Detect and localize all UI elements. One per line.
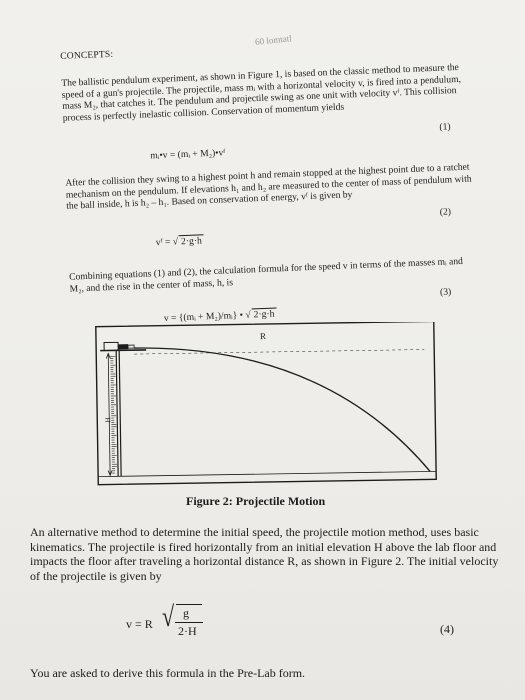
trajectory-curve xyxy=(134,343,430,476)
floor-line xyxy=(98,471,436,476)
equation-4-number: (4) xyxy=(440,622,454,636)
figure-caption: Figure 2: Projectile Motion xyxy=(186,494,326,508)
equation-1-number: (1) xyxy=(439,121,451,133)
equation-2-number: (2) xyxy=(439,206,452,218)
footer-note: You are asked to derive this formula in the Pre-Lab form. xyxy=(30,666,306,680)
concepts-heading: CONCEPTS: xyxy=(60,49,114,62)
sqrt-symbol: √ xyxy=(162,600,175,633)
equation-3-number: (3) xyxy=(439,286,452,298)
equation-2 xyxy=(156,234,205,249)
equation-1: mᵢ•v = (mᵢ + M₂)•vᶠ xyxy=(150,147,226,162)
paragraph-collision: After the collision they swing to a highest point h and remain stopped at the highest point due to a ratchet mechanism on the pendulum. If elevations h₁ and h₂ are measured to the center of mass of pendulum with the ball inside, h is h₂ – h₁. Based on conservation of energy, vᶠ is given by xyxy=(65,161,472,212)
equation-2-lhs: vᶠ = xyxy=(155,236,171,249)
fraction-bar xyxy=(175,622,203,623)
sqrt-symbol: √ xyxy=(172,236,179,248)
equation-4-numerator: g xyxy=(183,606,189,620)
paragraph-ballistic-pendulum: The ballistic pendulum experiment, as shown in Figure 1, is based on the classic method to measure the speed of a gun's projectile. The projectile, mass mᵢ with a horizontal velocity v, is fired into a pendulum, mass M₂, that catches it. The pendulum and projectile swing as one unit with velocity vᶠ. This collision process is perfectly inelastic collision. Conservation of momentum yields xyxy=(61,61,462,124)
label-R: R xyxy=(259,331,267,342)
equation-4-lhs: v = R xyxy=(126,617,153,631)
equation-4-denominator: 2·H xyxy=(178,624,197,638)
paragraph-combining: Combining equations (1) and (2), the calculation formula for the speed v in terms of the masses mᵢ and M₂, and the rise in the center of mass, h, is xyxy=(68,255,464,295)
label-H: H xyxy=(104,417,113,423)
paragraph-projectile-method: An alternative method to determine the initial speed, the projectile motion method, uses basic kinematics. The projectile is fired horizontally from an initial elevation H above the lab floor and impacts the floor after traveling a horizontal distance R, as shown in Figure 2. The initial velocity of the projectile is given by xyxy=(30,525,499,583)
distance-ruler xyxy=(110,350,426,474)
launcher-table xyxy=(100,342,148,477)
equation-3-lhs: v = {(mᵢ + M₂)/mᵢ} • xyxy=(163,309,244,324)
projectile-motion-figure xyxy=(95,322,440,487)
figure-frame xyxy=(96,322,436,485)
sqrt-symbol: √ xyxy=(245,309,251,321)
equation-3-radicand: 2·g·h xyxy=(251,307,276,321)
equation-2-radicand: 2·g·h xyxy=(179,234,204,248)
handwritten-note: 60 lomtatl xyxy=(254,33,293,47)
radical-bar xyxy=(176,604,202,605)
